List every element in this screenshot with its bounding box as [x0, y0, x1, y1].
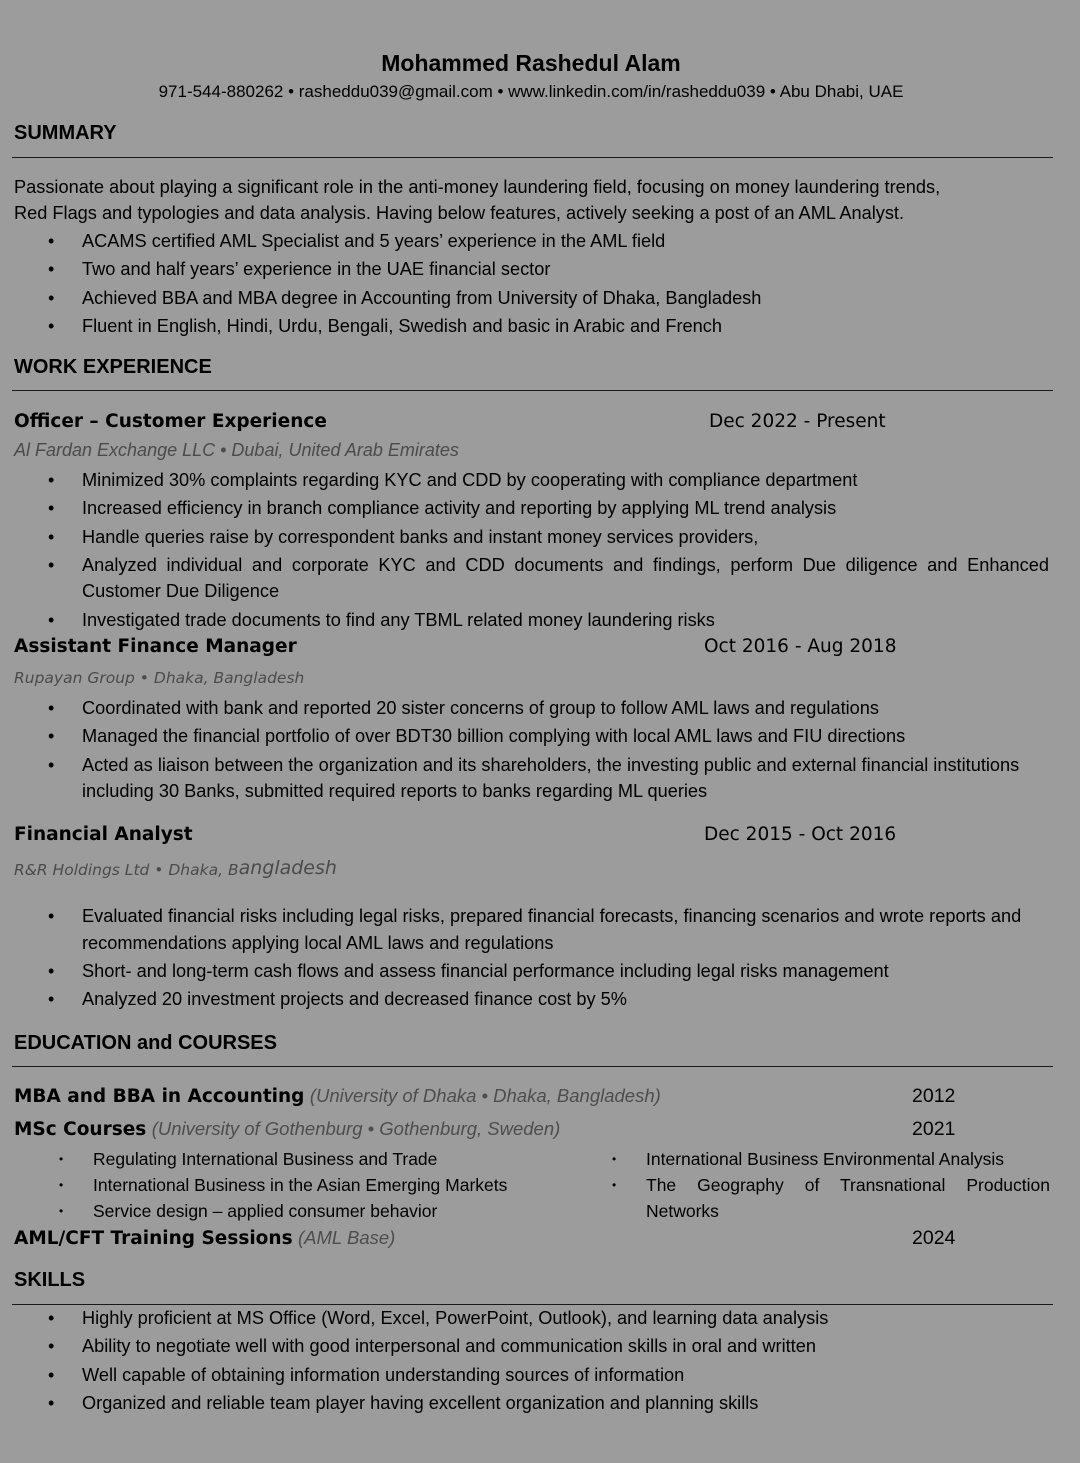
list-item: • Minimized 30% complaints regarding KYC and CDD by cooperating with compliance department	[82, 467, 1049, 494]
education-entry	[14, 1227, 395, 1250]
list-item: • Service design – applied consumer behavior	[93, 1198, 593, 1224]
education-heading: EDUCATION and COURSES	[14, 1032, 277, 1054]
course-list-left	[93, 1146, 593, 1224]
job-company: Rupayan Group • Dhaka, Bangladesh	[14, 669, 305, 687]
job-dates: Dec 2022 - Present	[709, 411, 886, 432]
list-item: • Coordinated with bank and reported 20 sister concerns of group to follow AML laws and regulations	[82, 695, 1049, 722]
degree-title: MSc Courses	[14, 1119, 147, 1140]
education-year: 2024	[912, 1227, 956, 1249]
list-item: • Two and half years’ experience in the UAE financial sector	[82, 256, 1049, 283]
education-entry	[14, 1118, 560, 1141]
degree-title: MBA and BBA in Accounting	[14, 1086, 305, 1107]
list-item: • Regulating International Business and Trade	[93, 1146, 593, 1172]
summary-bullets	[82, 228, 1049, 341]
list-item: • Ability to negotiate well with good interpersonal and communication skills in oral and written	[82, 1333, 1049, 1360]
list-item: • Highly proficient at MS Office (Word, Excel, PowerPoint, Outlook), and learning data analysis	[82, 1305, 1049, 1332]
job-company-part: R&R Holdings Ltd • Dhaka, B	[14, 861, 239, 879]
degree-title: AML/CFT Training Sessions	[14, 1228, 293, 1249]
list-item: • Analyzed 20 investment projects and decreased finance cost by 5%	[82, 986, 1049, 1013]
job-title: Assistant Finance Manager	[14, 636, 297, 657]
list-item: • Achieved BBA and MBA degree in Accounting from University of Dhaka, Bangladesh	[82, 285, 1049, 312]
course-list-right	[646, 1146, 1050, 1224]
institution: (AML Base)	[298, 1227, 396, 1248]
summary-line-1: Passionate about playing a significant role in the anti-money laundering field, focusing on money laundering trends,	[14, 177, 941, 197]
list-item: • Fluent in English, Hindi, Urdu, Bengali, Swedish and basic in Arabic and French	[82, 313, 1049, 340]
skills-heading: SKILLS	[14, 1269, 86, 1291]
institution: (University of Dhaka • Dhaka, Bangladesh)	[309, 1085, 661, 1106]
job-bullets	[82, 467, 1049, 635]
institution: (University of Gothenburg • Gothenburg, Sweden)	[151, 1118, 561, 1139]
list-item: • Organized and reliable team player having excellent organization and planning skills	[82, 1390, 1049, 1417]
job-bullets	[82, 903, 1049, 1014]
list-item: • International Business Environmental Analysis	[646, 1146, 1050, 1172]
contact-line: 971-544-880262 • rasheddu039@gmail.com • www.linkedin.com/in/rasheddu039 • Abu Dhabi, UAE	[158, 82, 904, 101]
list-item: • Well capable of obtaining information understanding sources of information	[82, 1362, 1049, 1389]
summary-line-2: Red Flags and typologies and data analysis. Having below features, actively seeking a post of an AML Analyst.	[14, 203, 905, 223]
list-item: • Evaluated financial risks including legal risks, prepared financial forecasts, financing scenarios and wrote reports and recommendations applying local AML laws and regulations	[82, 903, 1049, 956]
section-divider	[12, 1066, 1053, 1067]
job-bullets	[82, 695, 1049, 806]
job-company	[14, 858, 337, 880]
list-item: • Acted as liaison between the organization and its shareholders, the investing public and external financial institutions including 30 Banks, submitted required reports to banks regarding ML queries	[82, 752, 1049, 805]
job-dates: Dec 2015 - Oct 2016	[704, 824, 897, 845]
education-entry	[14, 1085, 661, 1108]
education-year: 2021	[912, 1118, 956, 1140]
skills-bullets	[82, 1305, 1049, 1418]
job-title: Financial Analyst	[14, 824, 193, 845]
list-item: • Handle queries raise by correspondent banks and instant money services providers,	[82, 524, 1049, 551]
work-experience-heading: WORK EXPERIENCE	[14, 356, 212, 378]
list-item: • Analyzed individual and corporate KYC and CDD documents and findings, perform Due diligence and Enhanced Customer Due Diligence	[82, 552, 1049, 605]
section-divider	[12, 157, 1053, 158]
list-item: • Managed the financial portfolio of over BDT30 billion complying with local AML laws and FIU directions	[82, 723, 1049, 750]
list-item: • Increased efficiency in branch compliance activity and reporting by applying ML trend analysis	[82, 495, 1049, 522]
summary-heading: SUMMARY	[14, 122, 117, 144]
list-item: • International Business in the Asian Emerging Markets	[93, 1172, 593, 1198]
list-item: • Short- and long-term cash flows and assess financial performance including legal risks management	[82, 958, 1049, 985]
section-divider	[12, 390, 1053, 391]
list-item: • Investigated trade documents to find any TBML related money laundering risks	[82, 607, 1049, 634]
candidate-name: Mohammed Rashedul Alam	[381, 50, 681, 76]
job-title: Officer – Customer Experience	[14, 411, 327, 432]
education-year: 2012	[912, 1085, 956, 1107]
job-company-part: angladesh	[238, 857, 337, 879]
job-dates: Oct 2016 - Aug 2018	[704, 636, 897, 657]
list-item: • ACAMS certified AML Specialist and 5 years’ experience in the AML field	[82, 228, 1049, 255]
list-item: • The Geography of Transnational Production Networks	[646, 1172, 1050, 1224]
job-company: Al Fardan Exchange LLC • Dubai, United Arab Emirates	[14, 440, 459, 460]
